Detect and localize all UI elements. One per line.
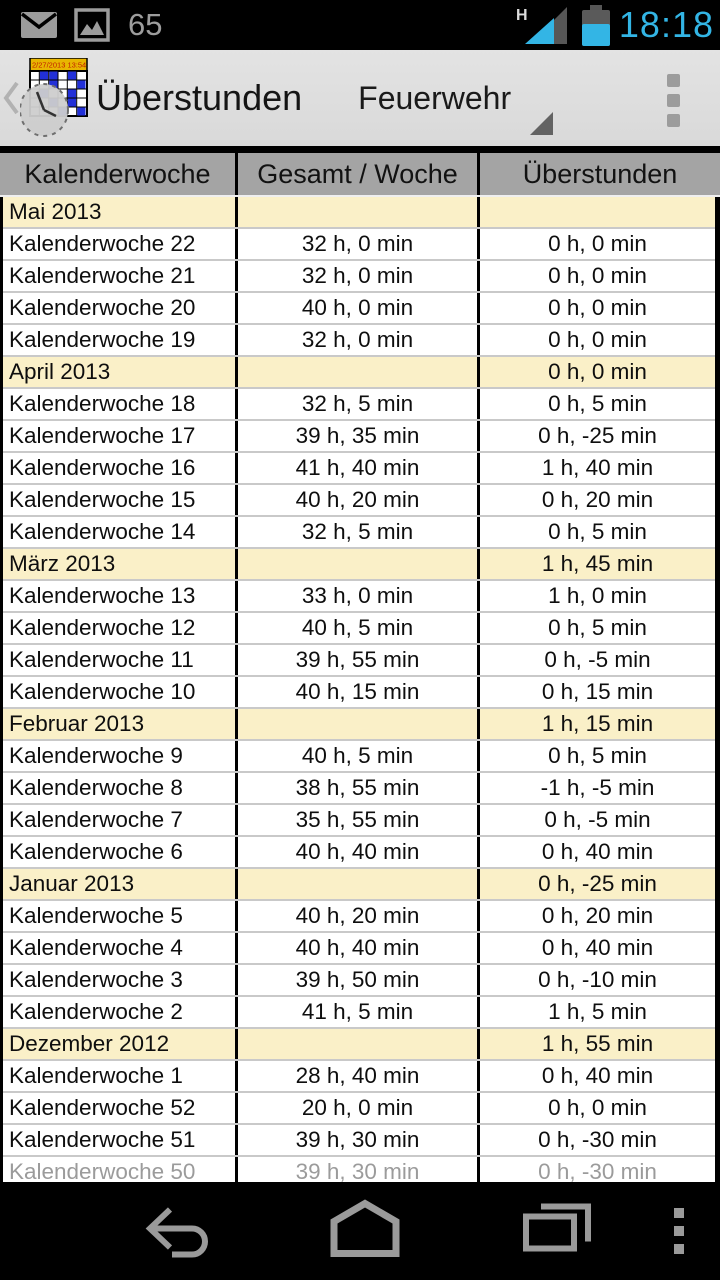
table-row-week[interactable] [3, 229, 715, 261]
recents-icon [522, 1200, 592, 1258]
table-row-week[interactable] [3, 965, 715, 997]
menu-dot [674, 1208, 684, 1218]
cell-ueberstunden: 0 h, -5 min [544, 647, 651, 672]
home-button[interactable] [330, 1200, 400, 1263]
table-row-month[interactable] [3, 549, 715, 581]
table-row-week[interactable] [3, 1157, 715, 1182]
table-row-week[interactable] [3, 389, 715, 421]
clock-label: 18:18 [618, 4, 714, 45]
column-header-ueberstunden: Überstunden [522, 158, 678, 189]
cell-gesamt-woche: 39 h, 55 min [238, 645, 480, 675]
cell-ueberstunden: 0 h, 0 min [548, 295, 647, 320]
cell-gesamt-woche: 40 h, 5 min [238, 613, 480, 643]
cell-kalenderwoche: Kalenderwoche 11 [3, 645, 238, 675]
cell-ueberstunden: 0 h, 5 min [548, 391, 647, 416]
status-bar-system [515, 3, 714, 47]
cell-gesamt-woche: 33 h, 0 min [238, 581, 480, 611]
cell-ueberstunden: 0 h, -25 min [538, 423, 657, 448]
cell-gesamt-woche: 38 h, 55 min [238, 773, 480, 803]
signal-strength-icon [515, 3, 573, 47]
cell-ueberstunden [480, 197, 715, 227]
spinner-caret-icon [530, 112, 553, 135]
table-row-week[interactable] [3, 453, 715, 485]
profile-spinner[interactable] [358, 50, 559, 146]
cell-ueberstunden: 0 h, 0 min [548, 263, 647, 288]
cell-kalenderwoche: Kalenderwoche 13 [3, 581, 238, 611]
cell-kalenderwoche: Kalenderwoche 8 [3, 773, 238, 803]
cell-kalenderwoche: Mai 2013 [3, 197, 238, 227]
table-row-week[interactable] [3, 613, 715, 645]
cell-gesamt-woche: 40 h, 5 min [238, 741, 480, 771]
cell-kalenderwoche: Kalenderwoche 20 [3, 293, 238, 323]
cell-gesamt-woche [238, 197, 480, 227]
cell-ueberstunden: 0 h, -10 min [538, 967, 657, 992]
cell-ueberstunden: 0 h, 40 min [541, 935, 654, 960]
cell-gesamt-woche [238, 357, 480, 387]
cell-gesamt-woche [238, 549, 480, 579]
cell-gesamt-woche: 40 h, 15 min [238, 677, 480, 707]
cell-kalenderwoche: Kalenderwoche 19 [3, 325, 238, 355]
cell-kalenderwoche: Kalenderwoche 2 [3, 997, 238, 1027]
cell-ueberstunden: 0 h, 40 min [541, 1063, 654, 1088]
overflow-dot [667, 114, 680, 127]
cell-kalenderwoche: Februar 2013 [3, 709, 238, 739]
cell-ueberstunden: 0 h, 40 min [541, 839, 654, 864]
table-row-week[interactable] [3, 933, 715, 965]
overflow-dot [667, 74, 680, 87]
table-row-month[interactable] [3, 869, 715, 901]
cell-gesamt-woche: 41 h, 5 min [238, 997, 480, 1027]
table-row-week[interactable] [3, 325, 715, 357]
cell-gesamt-woche: 40 h, 20 min [238, 485, 480, 515]
back-caret-icon [2, 81, 20, 115]
cell-gesamt-woche: 39 h, 50 min [238, 965, 480, 995]
cell-kalenderwoche: Kalenderwoche 12 [3, 613, 238, 643]
cell-kalenderwoche: Kalenderwoche 22 [3, 229, 238, 259]
cell-gesamt-woche: 39 h, 30 min [238, 1125, 480, 1155]
table-row-week[interactable] [3, 1061, 715, 1093]
cell-gesamt-woche: 40 h, 40 min [238, 933, 480, 963]
cell-gesamt-woche [238, 709, 480, 739]
profile-spinner-value: Feuerwehr [358, 79, 512, 116]
cell-gesamt-woche [238, 1029, 480, 1059]
back-icon [142, 1197, 208, 1261]
cell-gesamt-woche: 40 h, 0 min [238, 293, 480, 323]
cell-ueberstunden: 1 h, 5 min [548, 999, 647, 1024]
cell-kalenderwoche: Kalenderwoche 15 [3, 485, 238, 515]
table-row-week[interactable] [3, 837, 715, 869]
table-row-week[interactable] [3, 421, 715, 453]
table-row-week[interactable] [3, 517, 715, 549]
cell-gesamt-woche: 39 h, 35 min [238, 421, 480, 451]
cell-gesamt-woche: 20 h, 0 min [238, 1093, 480, 1123]
cell-ueberstunden: 0 h, 5 min [548, 519, 647, 544]
notification-count: 65 [128, 7, 163, 42]
status-bar[interactable] [0, 0, 720, 50]
cell-ueberstunden: 1 h, 40 min [541, 455, 654, 480]
cell-ueberstunden: 0 h, -25 min [538, 871, 657, 896]
table-row-month[interactable] [3, 1029, 715, 1061]
cell-kalenderwoche: Kalenderwoche 6 [3, 837, 238, 867]
cell-gesamt-woche: 32 h, 0 min [238, 325, 480, 355]
table-row-month[interactable] [3, 709, 715, 741]
cell-kalenderwoche: Kalenderwoche 3 [3, 965, 238, 995]
envelope-icon [20, 11, 58, 39]
table-row-week[interactable] [3, 677, 715, 709]
column-header-gesamt-woche: Gesamt / Woche [238, 153, 480, 195]
cell-ueberstunden: 1 h, 45 min [541, 551, 654, 576]
cell-gesamt-woche [238, 869, 480, 899]
cell-kalenderwoche: Januar 2013 [3, 869, 238, 899]
cell-ueberstunden: 0 h, 5 min [548, 615, 647, 640]
cell-gesamt-woche: 41 h, 40 min [238, 453, 480, 483]
cell-gesamt-woche: 28 h, 40 min [238, 1061, 480, 1091]
cell-gesamt-woche: 32 h, 5 min [238, 517, 480, 547]
gallery-icon [74, 8, 110, 42]
table-top-border [0, 146, 720, 153]
table-row-week[interactable] [3, 997, 715, 1029]
action-bar [0, 50, 720, 146]
cell-ueberstunden: 0 h, -5 min [544, 807, 651, 832]
cell-kalenderwoche: Kalenderwoche 7 [3, 805, 238, 835]
cell-ueberstunden: -1 h, -5 min [540, 775, 655, 800]
table-row-week[interactable] [3, 645, 715, 677]
table-row-week[interactable] [3, 741, 715, 773]
cell-gesamt-woche: 40 h, 40 min [238, 837, 480, 867]
menu-dot [674, 1244, 684, 1254]
cell-gesamt-woche: 32 h, 0 min [238, 229, 480, 259]
cell-gesamt-woche: 35 h, 55 min [238, 805, 480, 835]
cell-ueberstunden: 0 h, 20 min [541, 903, 654, 928]
cell-kalenderwoche: Kalenderwoche 21 [3, 261, 238, 291]
navigation-bar [0, 1182, 720, 1280]
cell-gesamt-woche: 39 h, 30 min [238, 1157, 480, 1182]
status-bar-notifications [20, 7, 162, 43]
cell-kalenderwoche: März 2013 [3, 549, 238, 579]
cell-ueberstunden: 0 h, 20 min [541, 487, 654, 512]
cell-gesamt-woche: 40 h, 20 min [238, 901, 480, 931]
cell-kalenderwoche: Kalenderwoche 4 [3, 933, 238, 963]
table-row-week[interactable] [3, 805, 715, 837]
table-row-week[interactable] [3, 293, 715, 325]
cell-gesamt-woche: 32 h, 0 min [238, 261, 480, 291]
cell-kalenderwoche: Kalenderwoche 50 [3, 1157, 238, 1182]
menu-dot [674, 1226, 684, 1236]
app-icon-caption: 2/27/2013 13:54 [32, 60, 87, 70]
table-row-week[interactable] [3, 261, 715, 293]
cell-ueberstunden: 0 h, -30 min [538, 1127, 657, 1152]
overflow-menu-button[interactable] [667, 74, 680, 127]
table-body[interactable] [0, 197, 720, 1182]
recents-button[interactable] [522, 1200, 592, 1263]
cell-kalenderwoche: Kalenderwoche 16 [3, 453, 238, 483]
cell-ueberstunden: 0 h, 15 min [541, 679, 654, 704]
cell-ueberstunden: 1 h, 15 min [541, 711, 654, 736]
cell-ueberstunden: 0 h, 5 min [548, 743, 647, 768]
app-icon [20, 58, 88, 138]
page-title: Überstunden [96, 77, 303, 118]
up-navigation-button[interactable] [0, 50, 302, 146]
table-row-month[interactable] [3, 357, 715, 389]
table-row-week[interactable] [3, 485, 715, 517]
table-row-month[interactable] [3, 197, 715, 229]
table-row-week[interactable] [3, 1093, 715, 1125]
table-row-week[interactable] [3, 901, 715, 933]
cell-ueberstunden: 0 h, 0 min [548, 1095, 647, 1120]
home-icon [330, 1200, 400, 1258]
table-row-week[interactable] [3, 773, 715, 805]
cell-kalenderwoche: Kalenderwoche 14 [3, 517, 238, 547]
cell-kalenderwoche: Kalenderwoche 17 [3, 421, 238, 451]
cell-ueberstunden: 0 h, 0 min [548, 359, 647, 384]
cell-ueberstunden: 1 h, 0 min [548, 583, 647, 608]
column-header-kalenderwoche: Kalenderwoche [0, 153, 238, 195]
cell-ueberstunden: 0 h, 0 min [548, 327, 647, 352]
cell-kalenderwoche: Kalenderwoche 1 [3, 1061, 238, 1091]
back-button[interactable] [142, 1197, 208, 1266]
cell-gesamt-woche: 32 h, 5 min [238, 389, 480, 419]
network-type-label: H [515, 7, 528, 24]
overflow-dot [667, 94, 680, 107]
cell-kalenderwoche: Kalenderwoche 52 [3, 1093, 238, 1123]
cell-kalenderwoche: April 2013 [3, 357, 238, 387]
cell-kalenderwoche: Kalenderwoche 18 [3, 389, 238, 419]
cell-kalenderwoche: Dezember 2012 [3, 1029, 238, 1059]
battery-icon [581, 3, 611, 47]
table-row-week[interactable] [3, 1125, 715, 1157]
cell-kalenderwoche: Kalenderwoche 5 [3, 901, 238, 931]
table-row-week[interactable] [3, 581, 715, 613]
menu-button[interactable] [674, 1208, 684, 1254]
cell-kalenderwoche: Kalenderwoche 10 [3, 677, 238, 707]
cell-kalenderwoche: Kalenderwoche 51 [3, 1125, 238, 1155]
cell-ueberstunden: 1 h, 55 min [541, 1031, 654, 1056]
table-header [0, 153, 720, 197]
cell-ueberstunden: 0 h, -30 min [538, 1159, 657, 1182]
cell-kalenderwoche: Kalenderwoche 9 [3, 741, 238, 771]
cell-ueberstunden: 0 h, 0 min [548, 231, 647, 256]
